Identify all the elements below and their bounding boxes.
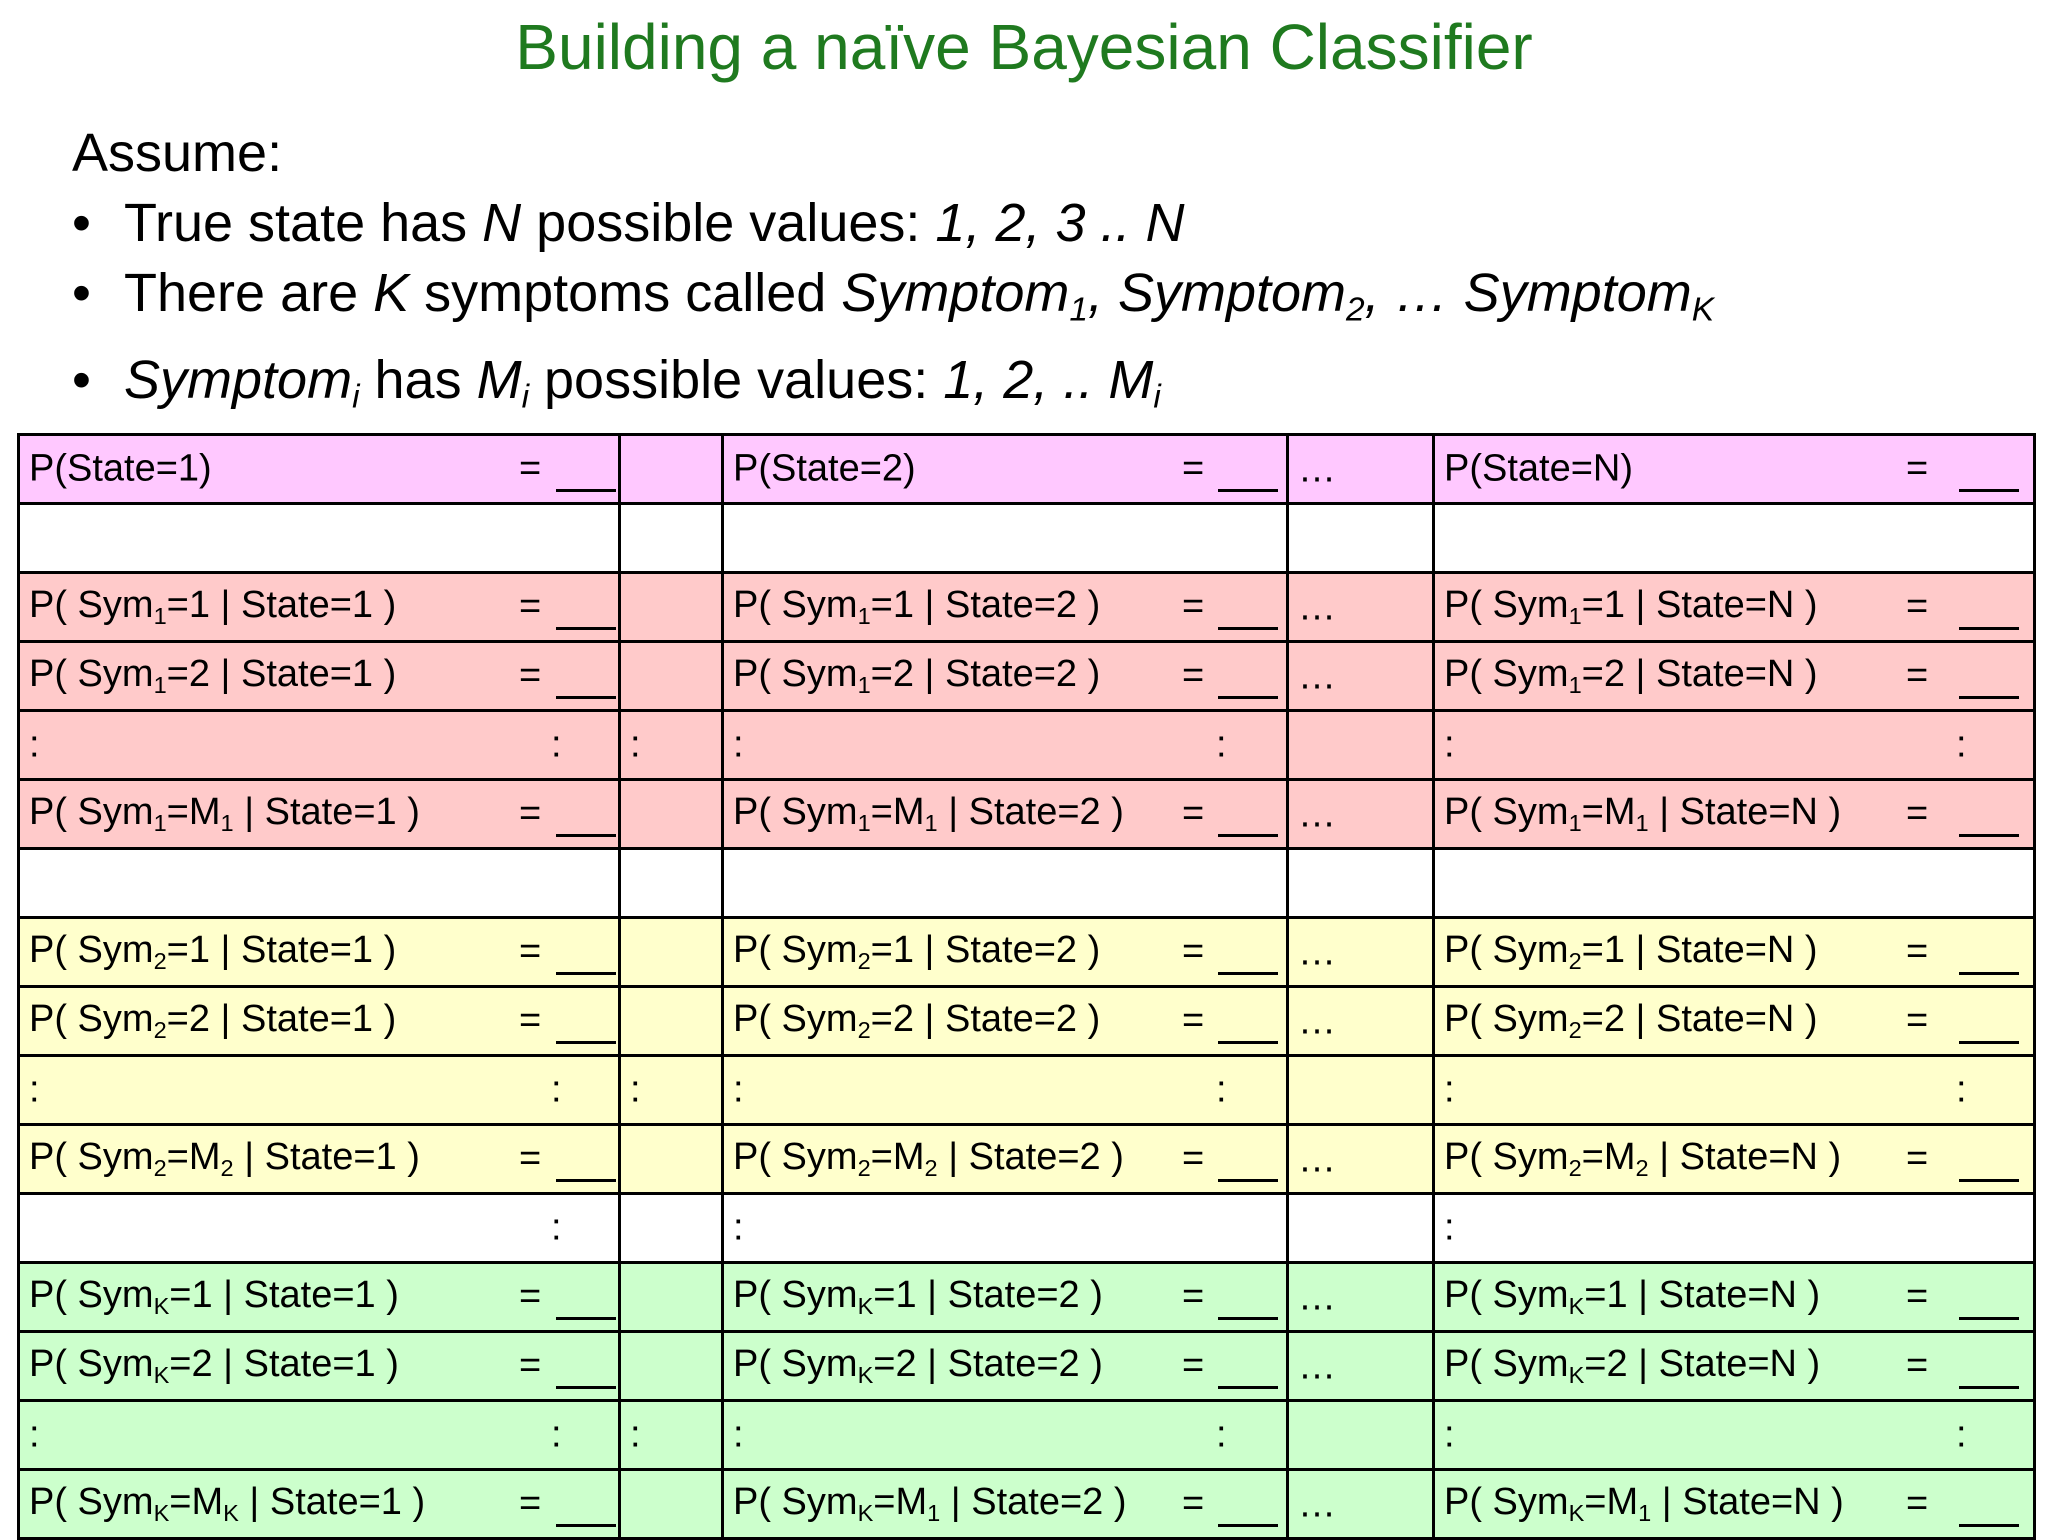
answer-blank [1959,696,2019,699]
table-cell [620,1401,723,1470]
probability-label: P( $Sym_K=M_K$ | State=1 ) [29,1481,426,1526]
answer-blank [1218,972,1278,975]
equals-sign: = [519,999,542,1042]
bullet-dot: • [72,350,91,411]
probability-label: P( Sym$_1$=2 | State=2 ) [733,653,1101,698]
probability-label: P( Sym$_K$=1 | State=N ) [1444,1274,1821,1319]
ellipsis: … [1298,586,1336,629]
colon-left: : [29,1413,40,1456]
colon-right: : [1216,1413,1227,1456]
answer-blank [1218,1524,1278,1527]
answer-blank [556,1317,616,1320]
table-cell [723,780,1288,849]
answer-blank [1959,1041,2019,1044]
table-cell [19,1470,620,1539]
bullet-text: There are K symptoms called Symptom$_1$, Symptom$_2$, … Symptom$_K$ [124,263,1715,329]
table-cell [723,1056,1288,1125]
equals-sign: = [1182,447,1205,490]
table-cell [1434,435,2035,504]
probability-label: P( $Sym_K=M_1$ | State=N ) [1444,1481,1844,1526]
equals-sign: = [519,1344,542,1387]
answer-blank [1218,1179,1278,1182]
answer-blank [1959,1386,2019,1389]
equals-sign: = [1182,792,1205,835]
equals-sign: = [1906,447,1929,490]
equals-sign: = [519,654,542,697]
table-cell [1434,711,2035,780]
probability-label: P( Sym$_1$=1 | State=1 ) [29,584,397,629]
equals-sign: = [1182,1344,1205,1387]
equals-sign: = [519,447,542,490]
probability-label: P( Sym$_1$=1 | State=2 ) [733,584,1101,629]
table-row [19,918,2035,987]
table-cell [620,780,723,849]
answer-blank [1218,1386,1278,1389]
equals-sign: = [1182,1275,1205,1318]
table-cell [620,573,723,642]
table-cell [19,987,620,1056]
probability-label: P( $Sym_K=M_1$ | State=2 ) [733,1481,1127,1526]
table-cell [19,504,620,573]
table-cell [723,849,1288,918]
bullet-item [72,188,1714,258]
table-cell [1288,1332,1434,1401]
table-cell [1288,504,1434,573]
table-cell [723,1194,1288,1263]
table-row [19,711,2035,780]
colon-left: : [1444,1206,1455,1249]
table-row [19,1056,2035,1125]
probability-label: P( Sym$_K$=2 | State=N ) [1444,1343,1821,1388]
table-cell [1288,918,1434,987]
ellipsis: … [1298,1138,1336,1181]
table-row [19,642,2035,711]
answer-blank [556,1041,616,1044]
table-cell [19,1056,620,1125]
table-row [19,1332,2035,1401]
table-row [19,1470,2035,1539]
probability-label: P( Sym$_1$=2 | State=N ) [1444,653,1818,698]
table-row [19,1401,2035,1470]
colon-right: : [1216,723,1227,766]
answer-blank [1959,972,2019,975]
equals-sign: = [519,1137,542,1180]
colon-left: : [630,1068,641,1111]
table-cell [1434,1056,2035,1125]
ellipsis: … [1298,1276,1336,1319]
probability-label: P( Sym$_2$=1 | State=1 ) [29,929,397,974]
table-cell [19,780,620,849]
table-row [19,1263,2035,1332]
colon-left: : [29,1068,40,1111]
table-cell [19,1125,620,1194]
bullet-item [72,345,1714,432]
assumptions-block [72,118,1714,433]
answer-blank [1959,1317,2019,1320]
table-cell [19,1401,620,1470]
probability-label: P( $Sym_1=M_1$ | State=2 ) [733,791,1124,836]
table-cell [1288,1401,1434,1470]
table-cell [1288,987,1434,1056]
colon-right: : [551,1413,562,1456]
answer-blank [1959,627,2019,630]
probability-label: P( Sym$_K$=2 | State=1 ) [29,1343,399,1388]
answer-blank [1959,1179,2019,1182]
table-cell [19,1263,620,1332]
table-cell [19,1332,620,1401]
table-cell [1434,780,2035,849]
ellipsis: … [1298,793,1336,836]
table-cell [1434,642,2035,711]
ellipsis: … [1298,931,1336,974]
answer-blank [556,1386,616,1389]
ellipsis: … [1298,1000,1336,1043]
answer-blank [1218,834,1278,837]
colon-right: : [1956,723,1967,766]
table-cell [1288,1056,1434,1125]
equals-sign: = [1182,585,1205,628]
table-cell [723,1332,1288,1401]
probability-label: P( Sym$_K$=1 | State=2 ) [733,1274,1103,1319]
table-row [19,573,2035,642]
table-cell [19,642,620,711]
answer-blank [556,834,616,837]
table-cell [620,1332,723,1401]
table-cell [1434,1401,2035,1470]
table-cell [1288,1263,1434,1332]
equals-sign: = [519,585,542,628]
equals-sign: = [1182,930,1205,973]
table-cell [620,1125,723,1194]
probability-table [17,433,2036,1540]
table-cell [723,1263,1288,1332]
assume-label: Assume: [72,123,283,183]
table-cell [19,573,620,642]
answer-blank [1218,627,1278,630]
equals-sign: = [1182,1137,1205,1180]
equals-sign: = [519,1482,542,1525]
table-cell [723,435,1288,504]
colon-left: : [1444,1068,1455,1111]
bullet-dot: • [72,193,91,253]
probability-label: P( Sym$_2$=2 | State=1 ) [29,998,397,1043]
table-cell [620,1470,723,1539]
table-cell [620,1056,723,1125]
table-cell [620,504,723,573]
table-cell [620,435,723,504]
table-cell [723,573,1288,642]
table-cell [620,642,723,711]
equals-sign: = [1906,792,1929,835]
colon-left: : [733,1068,744,1111]
probability-label: P( Sym$_2$=2 | State=2 ) [733,998,1101,1043]
probability-label: P( Sym$_1$=1 | State=N ) [1444,584,1818,629]
answer-blank [1218,1317,1278,1320]
colon-left: : [29,723,40,766]
colon-right: : [551,1206,562,1249]
answer-blank [556,1179,616,1182]
table-cell [1288,573,1434,642]
table-cell [620,711,723,780]
table-cell [1434,1332,2035,1401]
table-cell [1288,780,1434,849]
table-row [19,1194,2035,1263]
probability-label: P( $Sym_1=M_1$ | State=1 ) [29,791,420,836]
colon-right: : [551,723,562,766]
equals-sign: = [1906,1344,1929,1387]
colon-left: : [1444,723,1455,766]
answer-blank [1218,1041,1278,1044]
equals-sign: = [1182,1482,1205,1525]
bullet-list [72,188,1714,433]
equals-sign: = [1906,1482,1929,1525]
bullet-text: Symptom$_i$ has $M_i$ possible values: 1, 2, .. $M_i$ [124,350,1161,416]
table-cell [723,987,1288,1056]
answer-blank [556,972,616,975]
table-cell [19,849,620,918]
table-cell [1434,1263,2035,1332]
probability-label: P( Sym$_1$=2 | State=1 ) [29,653,397,698]
table-cell [723,918,1288,987]
table-cell [1434,849,2035,918]
table-cell [620,1263,723,1332]
table-cell [1288,1125,1434,1194]
bullet-dot: • [72,263,91,323]
table-cell [1434,1194,2035,1263]
answer-blank [556,489,616,492]
table-cell [723,1125,1288,1194]
table-cell [1434,573,2035,642]
equals-sign: = [519,930,542,973]
ellipsis: … [1298,1483,1336,1526]
probability-label: P( Sym$_K$=1 | State=1 ) [29,1274,399,1319]
equals-sign: = [1182,654,1205,697]
equals-sign: = [1182,999,1205,1042]
table-cell [1434,1125,2035,1194]
table-cell [19,711,620,780]
table-cell [1434,504,2035,573]
answer-blank [556,696,616,699]
colon-left: : [630,1413,641,1456]
probability-label: P( Sym$_2$=1 | State=N ) [1444,929,1818,974]
probability-label: P( Sym$_2$=2 | State=N ) [1444,998,1818,1043]
probability-label: P( $Sym_2=M_2$ | State=1 ) [29,1136,420,1181]
colon-right: : [551,1068,562,1111]
probability-label: P(State=2) [733,447,916,490]
equals-sign: = [1906,1275,1929,1318]
table-cell [1434,1470,2035,1539]
table-cell [723,642,1288,711]
ellipsis: … [1298,448,1336,491]
table-cell [1288,642,1434,711]
table-cell [1434,987,2035,1056]
probability-label: P( $Sym_2=M_2$ | State=N ) [1444,1136,1842,1181]
probability-label: P( Sym$_2$=1 | State=2 ) [733,929,1101,974]
answer-blank [556,1524,616,1527]
answer-blank [1218,696,1278,699]
table-cell [723,504,1288,573]
slide-title: Building a naïve Bayesian Classifier [515,11,1533,83]
table-row [19,504,2035,573]
bullet-text: True state has N possible values: 1, 2, 3 .. N [124,193,1185,253]
answer-blank [556,627,616,630]
probability-label: P(State=1) [29,447,212,490]
table-row [19,849,2035,918]
answer-blank [1218,489,1278,492]
ellipsis: … [1298,1345,1336,1388]
table-cell [1288,435,1434,504]
colon-left: : [733,1206,744,1249]
table-row [19,1125,2035,1194]
equals-sign: = [1906,1137,1929,1180]
colon-left: : [733,723,744,766]
colon-right: : [1956,1068,1967,1111]
probability-label: P( Sym$_K$=2 | State=2 ) [733,1343,1103,1388]
equals-sign: = [1906,585,1929,628]
probability-label: P( $Sym_2=M_2$ | State=2 ) [733,1136,1124,1181]
table-cell [620,918,723,987]
answer-blank [1959,489,2019,492]
colon-left: : [733,1413,744,1456]
table-cell [1434,918,2035,987]
table-cell [620,987,723,1056]
equals-sign: = [519,1275,542,1318]
table-cell [723,1470,1288,1539]
table-cell [1288,849,1434,918]
equals-sign: = [519,792,542,835]
colon-left: : [1444,1413,1455,1456]
table-cell [1288,711,1434,780]
table-row [19,435,2035,504]
equals-sign: = [1906,654,1929,697]
bullet-item [72,258,1714,345]
ellipsis: … [1298,655,1336,698]
probability-label: P( $Sym_1=M_1$ | State=N ) [1444,791,1842,836]
table-cell [1288,1470,1434,1539]
table-row [19,987,2035,1056]
colon-left: : [630,723,641,766]
table-cell [19,1194,620,1263]
table-row [19,780,2035,849]
answer-blank [1959,1524,2019,1527]
equals-sign: = [1906,999,1929,1042]
table-cell [19,435,620,504]
colon-right: : [1956,1413,1967,1456]
probability-label: P(State=N) [1444,447,1634,490]
colon-right: : [1216,1068,1227,1111]
table-cell [620,849,723,918]
table-cell [1288,1194,1434,1263]
table-cell [19,918,620,987]
answer-blank [1959,834,2019,837]
table-cell [620,1194,723,1263]
equals-sign: = [1906,930,1929,973]
table-cell [723,1401,1288,1470]
table-cell [723,711,1288,780]
